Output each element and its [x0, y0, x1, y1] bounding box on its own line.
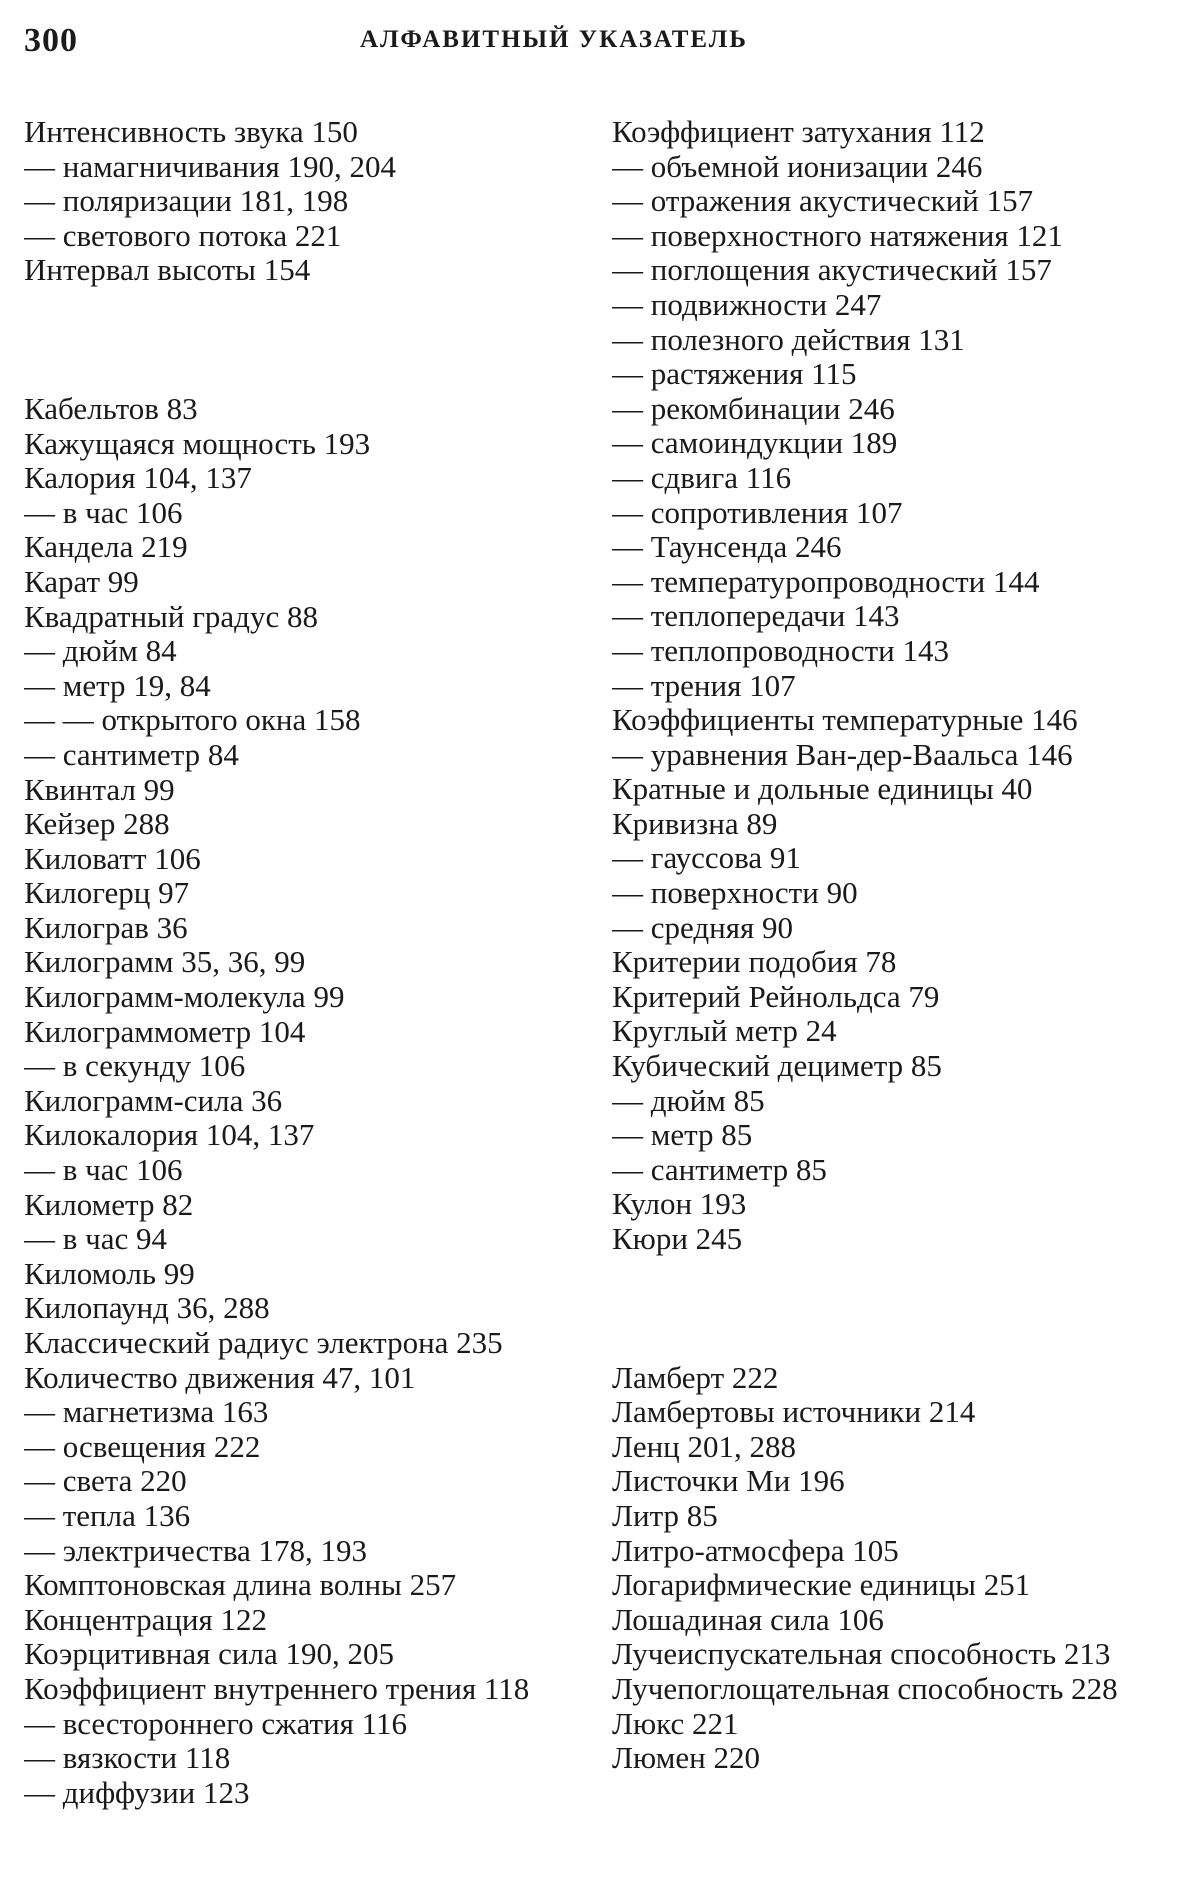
index-entry: Кажущаяся мощность 193: [24, 426, 371, 461]
index-entry: Ламберт 222: [612, 1360, 779, 1395]
index-entry: Кривизна 89: [612, 806, 778, 841]
right-column: [612, 115, 1172, 1776]
index-entry: Килогерц 97: [24, 876, 190, 911]
index-entry: Кандела 219: [24, 530, 188, 565]
index-entry: — в час 106: [24, 1153, 183, 1188]
index-entry: — рекомбинации 246: [612, 391, 895, 426]
index-block-k-cont: [612, 115, 1172, 1257]
index-entry: Кейзер 288: [24, 807, 170, 842]
index-entry: — Таунсенда 246: [612, 530, 842, 565]
index-entry: Киломоль 99: [24, 1256, 195, 1291]
index-entry: — всестороннего сжатия 116: [24, 1706, 408, 1741]
index-block-i: [24, 115, 584, 288]
index-entry: — теплопроводности 143: [612, 633, 950, 668]
index-entry: Километр 82: [24, 1187, 194, 1222]
index-entry: — в секунду 106: [24, 1049, 246, 1084]
index-entry: — полезного действия 131: [612, 322, 965, 357]
index-entry: Кубический дециметр 85: [612, 1049, 942, 1084]
index-block-k: [24, 392, 584, 1810]
index-entry: — в час 106: [24, 495, 183, 530]
index-entry: — освещения 222: [24, 1429, 261, 1464]
index-entry: Количество движения 47, 101: [24, 1360, 416, 1395]
index-entry: Кулон 193: [612, 1187, 747, 1222]
index-entry: Кабельтов 83: [24, 391, 198, 426]
left-column: [24, 115, 584, 1810]
index-entry: Килопаунд 36, 288: [24, 1291, 270, 1326]
index-entry: Лучеиспускательная способность 213: [612, 1637, 1111, 1672]
index-entry: — в час 94: [24, 1222, 167, 1257]
index-entry: Килограммометр 104: [24, 1014, 306, 1049]
index-entry: — уравнения Ван-дер-Ваальса 146: [612, 737, 1073, 772]
index-entry: — метр 19, 84: [24, 668, 211, 703]
index-entry: — отражения акустический 157: [612, 184, 1034, 219]
index-entry: Квинтал 99: [24, 772, 175, 807]
index-entry: Коэффициент внутреннего трения 118: [24, 1671, 530, 1706]
index-entry: Карат 99: [24, 564, 139, 599]
index-entry: — электричества 178, 193: [24, 1533, 368, 1568]
index-entry: Килограмм-молекула 99: [24, 980, 345, 1015]
index-entry: Ламбертовы источники 214: [612, 1395, 976, 1430]
index-entry: Калория 104, 137: [24, 461, 252, 496]
index-entry: — сантиметр 84: [24, 737, 239, 772]
section-gap: [612, 1257, 1172, 1361]
index-entry: Кюри 245: [612, 1222, 743, 1256]
index-entry: — растяжения 115: [612, 357, 857, 392]
index-entry: Литр 85: [612, 1498, 718, 1533]
index-entry: Люмен 220: [612, 1741, 760, 1776]
index-entry: Киловатт 106: [24, 841, 201, 876]
index-entry: Круглый метр 24: [612, 1014, 837, 1049]
section-gap: [24, 288, 584, 392]
index-entry: Интенсивность звука 150: [24, 115, 358, 149]
index-entry: — температуропроводности 144: [612, 564, 1040, 599]
index-entry: Литро-атмосфера 105: [612, 1533, 899, 1568]
running-title: АЛФАВИТНЫЙ УКАЗАТЕЛЬ: [360, 26, 748, 53]
index-entry: Коэффициенты температурные 146: [612, 703, 1078, 738]
index-entry: — намагничивания 190, 204: [24, 149, 397, 184]
index-entry: Комптоновская длина волны 257: [24, 1568, 457, 1603]
index-entry: Ленц 201, 288: [612, 1429, 797, 1464]
index-entry: — диффузии 123: [24, 1775, 250, 1810]
index-entry: Логарифмические единицы 251: [612, 1568, 1031, 1603]
index-entry: — объемной ионизации 246: [612, 149, 983, 184]
index-entry: — светового потока 221: [24, 218, 342, 253]
index-entry: Лучепоглощательная способность 228: [612, 1671, 1118, 1706]
index-entry: — поверхностного натяжения 121: [612, 218, 1063, 253]
index-entry: — сантиметр 85: [612, 1152, 827, 1187]
index-entry: Классический радиус электрона 235: [24, 1326, 503, 1360]
index-entry: Критерий Рейнольдса 79: [612, 979, 940, 1014]
index-entry: Лошадиная сила 106: [612, 1602, 884, 1637]
index-block-l: [612, 1361, 1172, 1776]
index-entry: Коэрцитивная сила 190, 205: [24, 1637, 394, 1672]
index-entry: — средняя 90: [612, 910, 793, 945]
index-entry: Листочки Ми 196: [612, 1464, 845, 1499]
index-entry: Кратные и дольные единицы 40: [612, 772, 1033, 807]
index-entry: Килограв 36: [24, 910, 188, 945]
index-entry: — вязкости 118: [24, 1741, 231, 1776]
index-entry: Квадратный градус 88: [24, 599, 318, 634]
index-entry: — трения 107: [612, 668, 796, 703]
index-entry: — поглощения акустический 157: [612, 253, 1052, 288]
index-entry: — — открытого окна 158: [24, 703, 361, 738]
page-number: 300: [24, 22, 78, 59]
index-entry: — самоиндукции 189: [612, 426, 898, 461]
index-entry: — метр 85: [612, 1118, 753, 1153]
index-entry: Концентрация 122: [24, 1602, 268, 1637]
index-entry: — дюйм 84: [24, 634, 177, 669]
index-entry: Критерии подобия 78: [612, 945, 897, 980]
index-entry: Килокалория 104, 137: [24, 1118, 315, 1153]
index-entry: — гауссова 91: [612, 841, 801, 876]
index-entry: — сопротивления 107: [612, 495, 903, 530]
index-entry: — поляризации 181, 198: [24, 184, 349, 219]
index-entry: — сдвига 116: [612, 460, 792, 495]
index-entry: Коэффициент затухания 112: [612, 115, 985, 149]
index-entry: — света 220: [24, 1464, 187, 1499]
index-entry: — магнетизма 163: [24, 1395, 269, 1430]
index-entry: Интервал высоты 154: [24, 253, 311, 288]
index-entry: — теплопередачи 143: [612, 599, 900, 634]
index-entry: Килограмм 35, 36, 99: [24, 945, 306, 980]
index-entry: — поверхности 90: [612, 876, 858, 911]
index-entry: Килограмм-сила 36: [24, 1083, 283, 1118]
index-entry: — подвижности 247: [612, 287, 882, 322]
index-entry: Люкс 221: [612, 1706, 739, 1741]
index-entry: — дюйм 85: [612, 1083, 765, 1118]
index-entry: — тепла 136: [24, 1498, 191, 1533]
